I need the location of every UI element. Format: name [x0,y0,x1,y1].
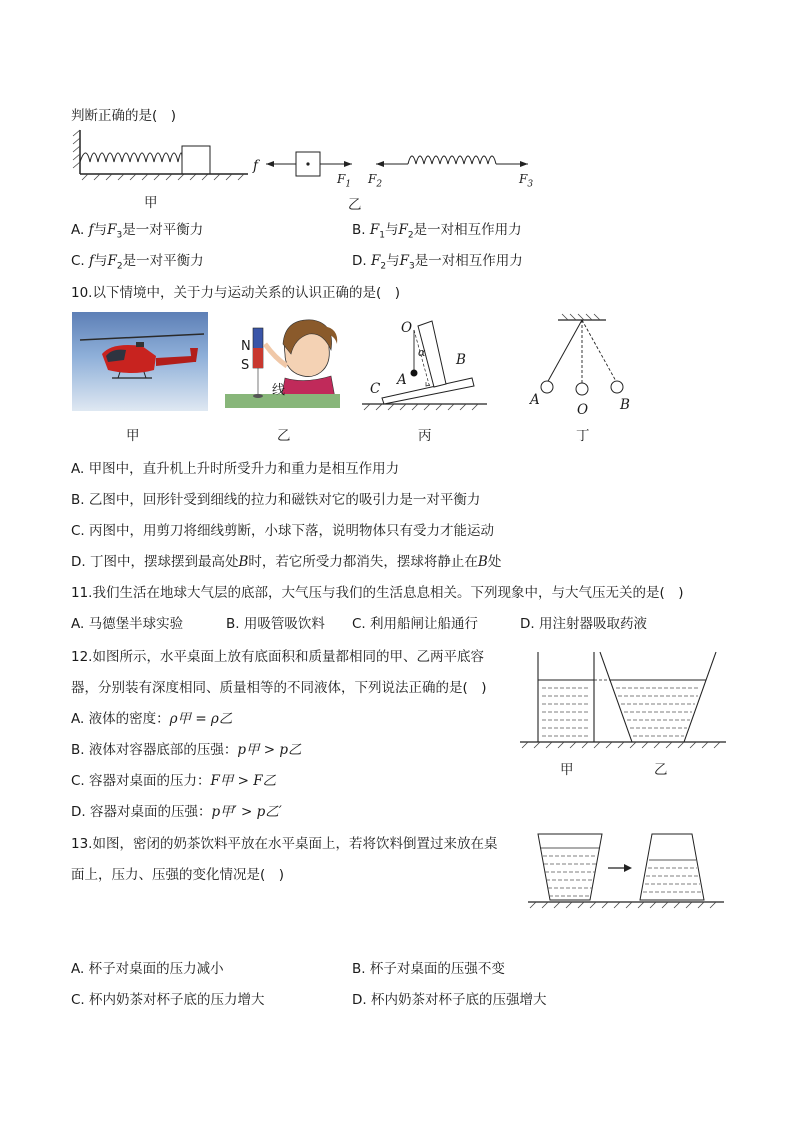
q10-option-c[interactable]: C. 丙图中，用剪刀将细线剪断，小球下落，说明物体只有受力才能运动 [71,523,495,539]
label-f: f [253,158,258,174]
q13-option-c[interactable]: C. 杯内奶茶对杯子底的压力增大 [71,992,265,1008]
cups-figure [528,830,724,912]
q12-option-b[interactable]: B. 液体对容器底部的压强：p甲 > p乙 [71,742,302,758]
q9-stem: 判断正确的是( ) [71,108,177,124]
label-pendulum-A: A [530,392,540,408]
containers-figure [520,646,726,752]
label-F1: $F_1$ [337,172,352,190]
q12-option-c[interactable]: C. 容器对桌面的压力：F甲 > F乙 [71,773,277,789]
caption-jia: 甲 [126,428,140,444]
q11-option-d[interactable]: D. 用注射器吸取药液 [520,616,647,632]
label-O: O [401,320,413,336]
spring-wall-diagram [73,130,248,180]
q9-option-d[interactable]: D. $F_2$与$F_3$是一对相互作用力 [352,253,523,272]
caption-jia: 甲 [560,762,574,778]
q12-option-d[interactable]: D. 容器对桌面的压强：p甲′ > p乙′ [71,804,282,820]
q13-stem-line2: 面上，压力、压强的变化情况是( ) [71,867,285,883]
caption-jia: 甲 [144,195,158,211]
q9-figure [70,130,540,190]
label-pendulum-O: O [577,402,589,418]
caption-bing: 丙 [418,428,432,444]
q11-stem: 11.我们生活在地球大气层的底部，大气压与我们的生活息息相关。下列现象中，与大气压无关的是( ) [71,585,684,601]
q13-option-d[interactable]: D. 杯内奶茶对杯子底的压强增大 [352,992,547,1008]
incline-figure [362,316,492,416]
caption-yi: 乙 [277,428,291,444]
q10-option-a[interactable]: A. 甲图中，直升机上升时所受升力和重力是相互作用力 [71,461,400,477]
label-A: A [397,372,407,388]
q10-option-b[interactable]: B. 乙图中，回形针受到细线的拉力和磁铁对它的吸引力是一对平衡力 [71,492,481,508]
label-B: B [456,352,466,368]
q12-stem-line1: 12.如图所示，水平桌面上放有底面积和质量都相同的甲、乙两平底容 [71,649,484,665]
q12-option-a[interactable]: A. 液体的密度：ρ甲 = ρ乙 [71,711,233,727]
label-F3: $F_3$ [519,172,534,190]
label-alpha: α [418,346,426,359]
q11-option-b[interactable]: B. 用吸管吸饮料 [226,616,325,632]
label-N: N [241,339,251,354]
q13-option-a[interactable]: A. 杯子对桌面的压力减小 [71,961,224,977]
label-pendulum-B: B [620,397,630,413]
q11-option-a[interactable]: A. 马德堡半球实验 [71,616,184,632]
label-F2: $F_2$ [368,172,383,190]
q9-option-c[interactable]: C. f与$F_2$是一对平衡力 [71,253,204,272]
spring-force-diagram [376,156,528,167]
q10-option-d[interactable]: D. 丁图中，摆球摆到最高处B时，若它所受力都消失，摆球将静止在B处 [71,554,502,570]
caption-yi: 乙 [348,197,362,213]
q11-option-c[interactable]: C. 利用船闸让船通行 [352,616,479,632]
caption-yi: 乙 [654,762,668,778]
q13-stem-line1: 13.如图，密闭的奶茶饮料平放在水平桌面上，若将饮料倒置过来放在桌 [71,836,498,852]
q9-option-a[interactable]: A. f与$F_3$是一对平衡力 [71,222,204,241]
label-C: C [370,381,381,397]
label-S: S [241,358,250,373]
q10-stem: 10.以下情境中，关于力与运动关系的认识正确的是( ) [71,285,401,301]
q13-option-b[interactable]: B. 杯子对桌面的压强不变 [352,961,505,977]
label-xian: 线 [272,383,286,398]
helicopter-photo [72,312,208,411]
q12-stem-line2: 器，分别装有深度相同、质量相等的不同液体，下列说法正确的是( ) [71,680,487,696]
q9-option-b[interactable]: B. $F_1$与$F_2$是一对相互作用力 [352,222,522,241]
caption-ding: 丁 [576,428,590,444]
